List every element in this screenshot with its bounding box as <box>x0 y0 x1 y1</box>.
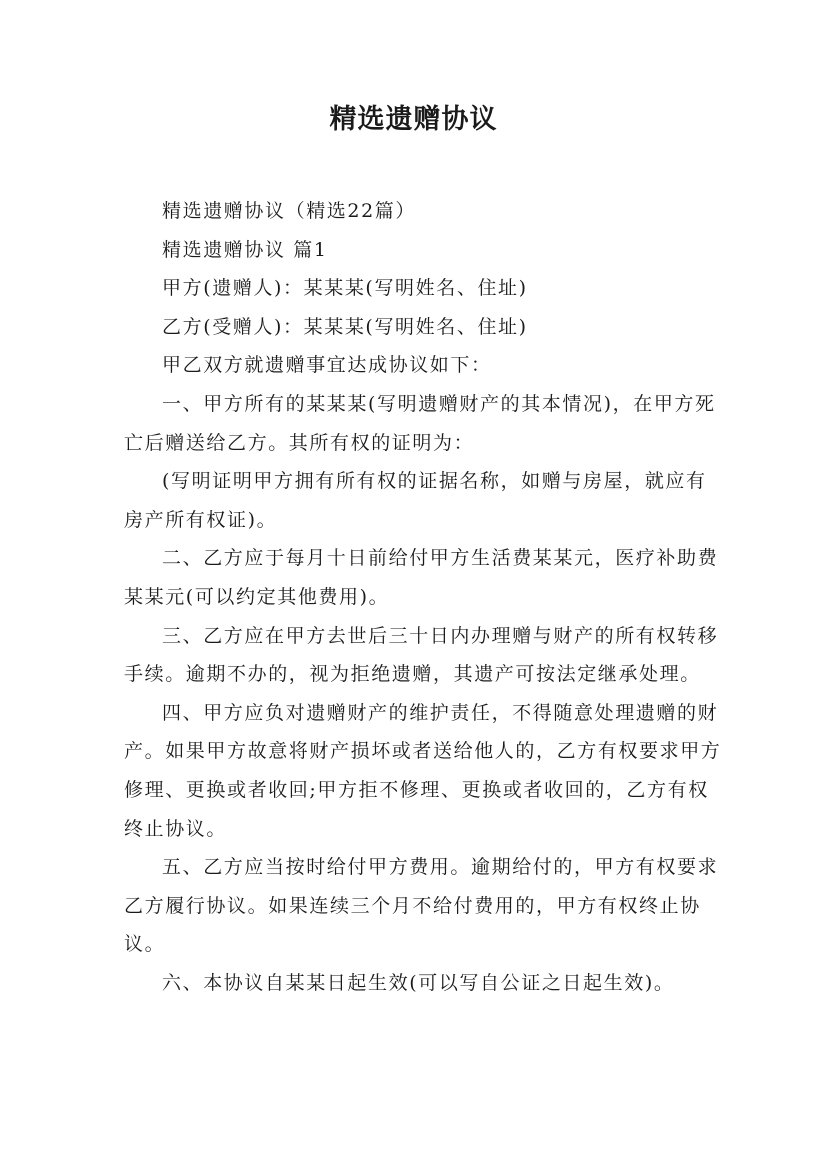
document-title: 精选遗赠协议 <box>329 104 498 135</box>
paragraph: 精选遗赠协议（精选22篇） <box>162 200 416 222</box>
paragraph: 精选遗赠协议 篇1 <box>162 238 328 261</box>
paragraph: 六、本协议自某某日起生效(可以写自公证之日起生效)。 <box>162 971 675 994</box>
paragraph: 五、乙方应当按时给付甲方费用。逾期给付的，甲方有权要求乙方履行协议。如果连续三个月不给付费用的，甲方有权终止协议。 <box>124 856 719 956</box>
paragraph: 乙方(受赠人)：某某某(写明姓名、住址) <box>162 315 528 338</box>
paragraph: 甲方(遗赠人)：某某某(写明姓名、住址) <box>162 277 528 300</box>
paragraph: 二、乙方应于每月十日前给付甲方生活费某某元，医疗补助费某某元(可以约定其他费用)。 <box>124 547 719 608</box>
paragraph: 三、乙方应在甲方去世后三十日内办理赠与财产的所有权转移手续。逾期不办的，视为拒绝遗赠，其遗产可按法定继承处理。 <box>124 624 719 686</box>
paragraph: 四、甲方应负对遗赠财产的维护责任，不得随意处理遗赠的财产。如果甲方故意将财产损坏或者送给他人的，乙方有权要求甲方修理、更换或者收回;甲方拒不修理、更换或者收回的，乙方有权终止协议。 <box>124 701 722 840</box>
paragraph: 甲乙双方就遗赠事宜达成协议如下： <box>162 354 492 377</box>
paragraph: 一、甲方所有的某某某(写明遗赠财产的其本情况)，在甲方死亡后赠送给乙方。其所有权的证明为： <box>124 392 716 454</box>
paragraph: (写明证明甲方拥有所有权的证据名称，如赠与房屋，就应有房产所有权证)。 <box>124 470 707 531</box>
document-body <box>124 192 724 1002</box>
